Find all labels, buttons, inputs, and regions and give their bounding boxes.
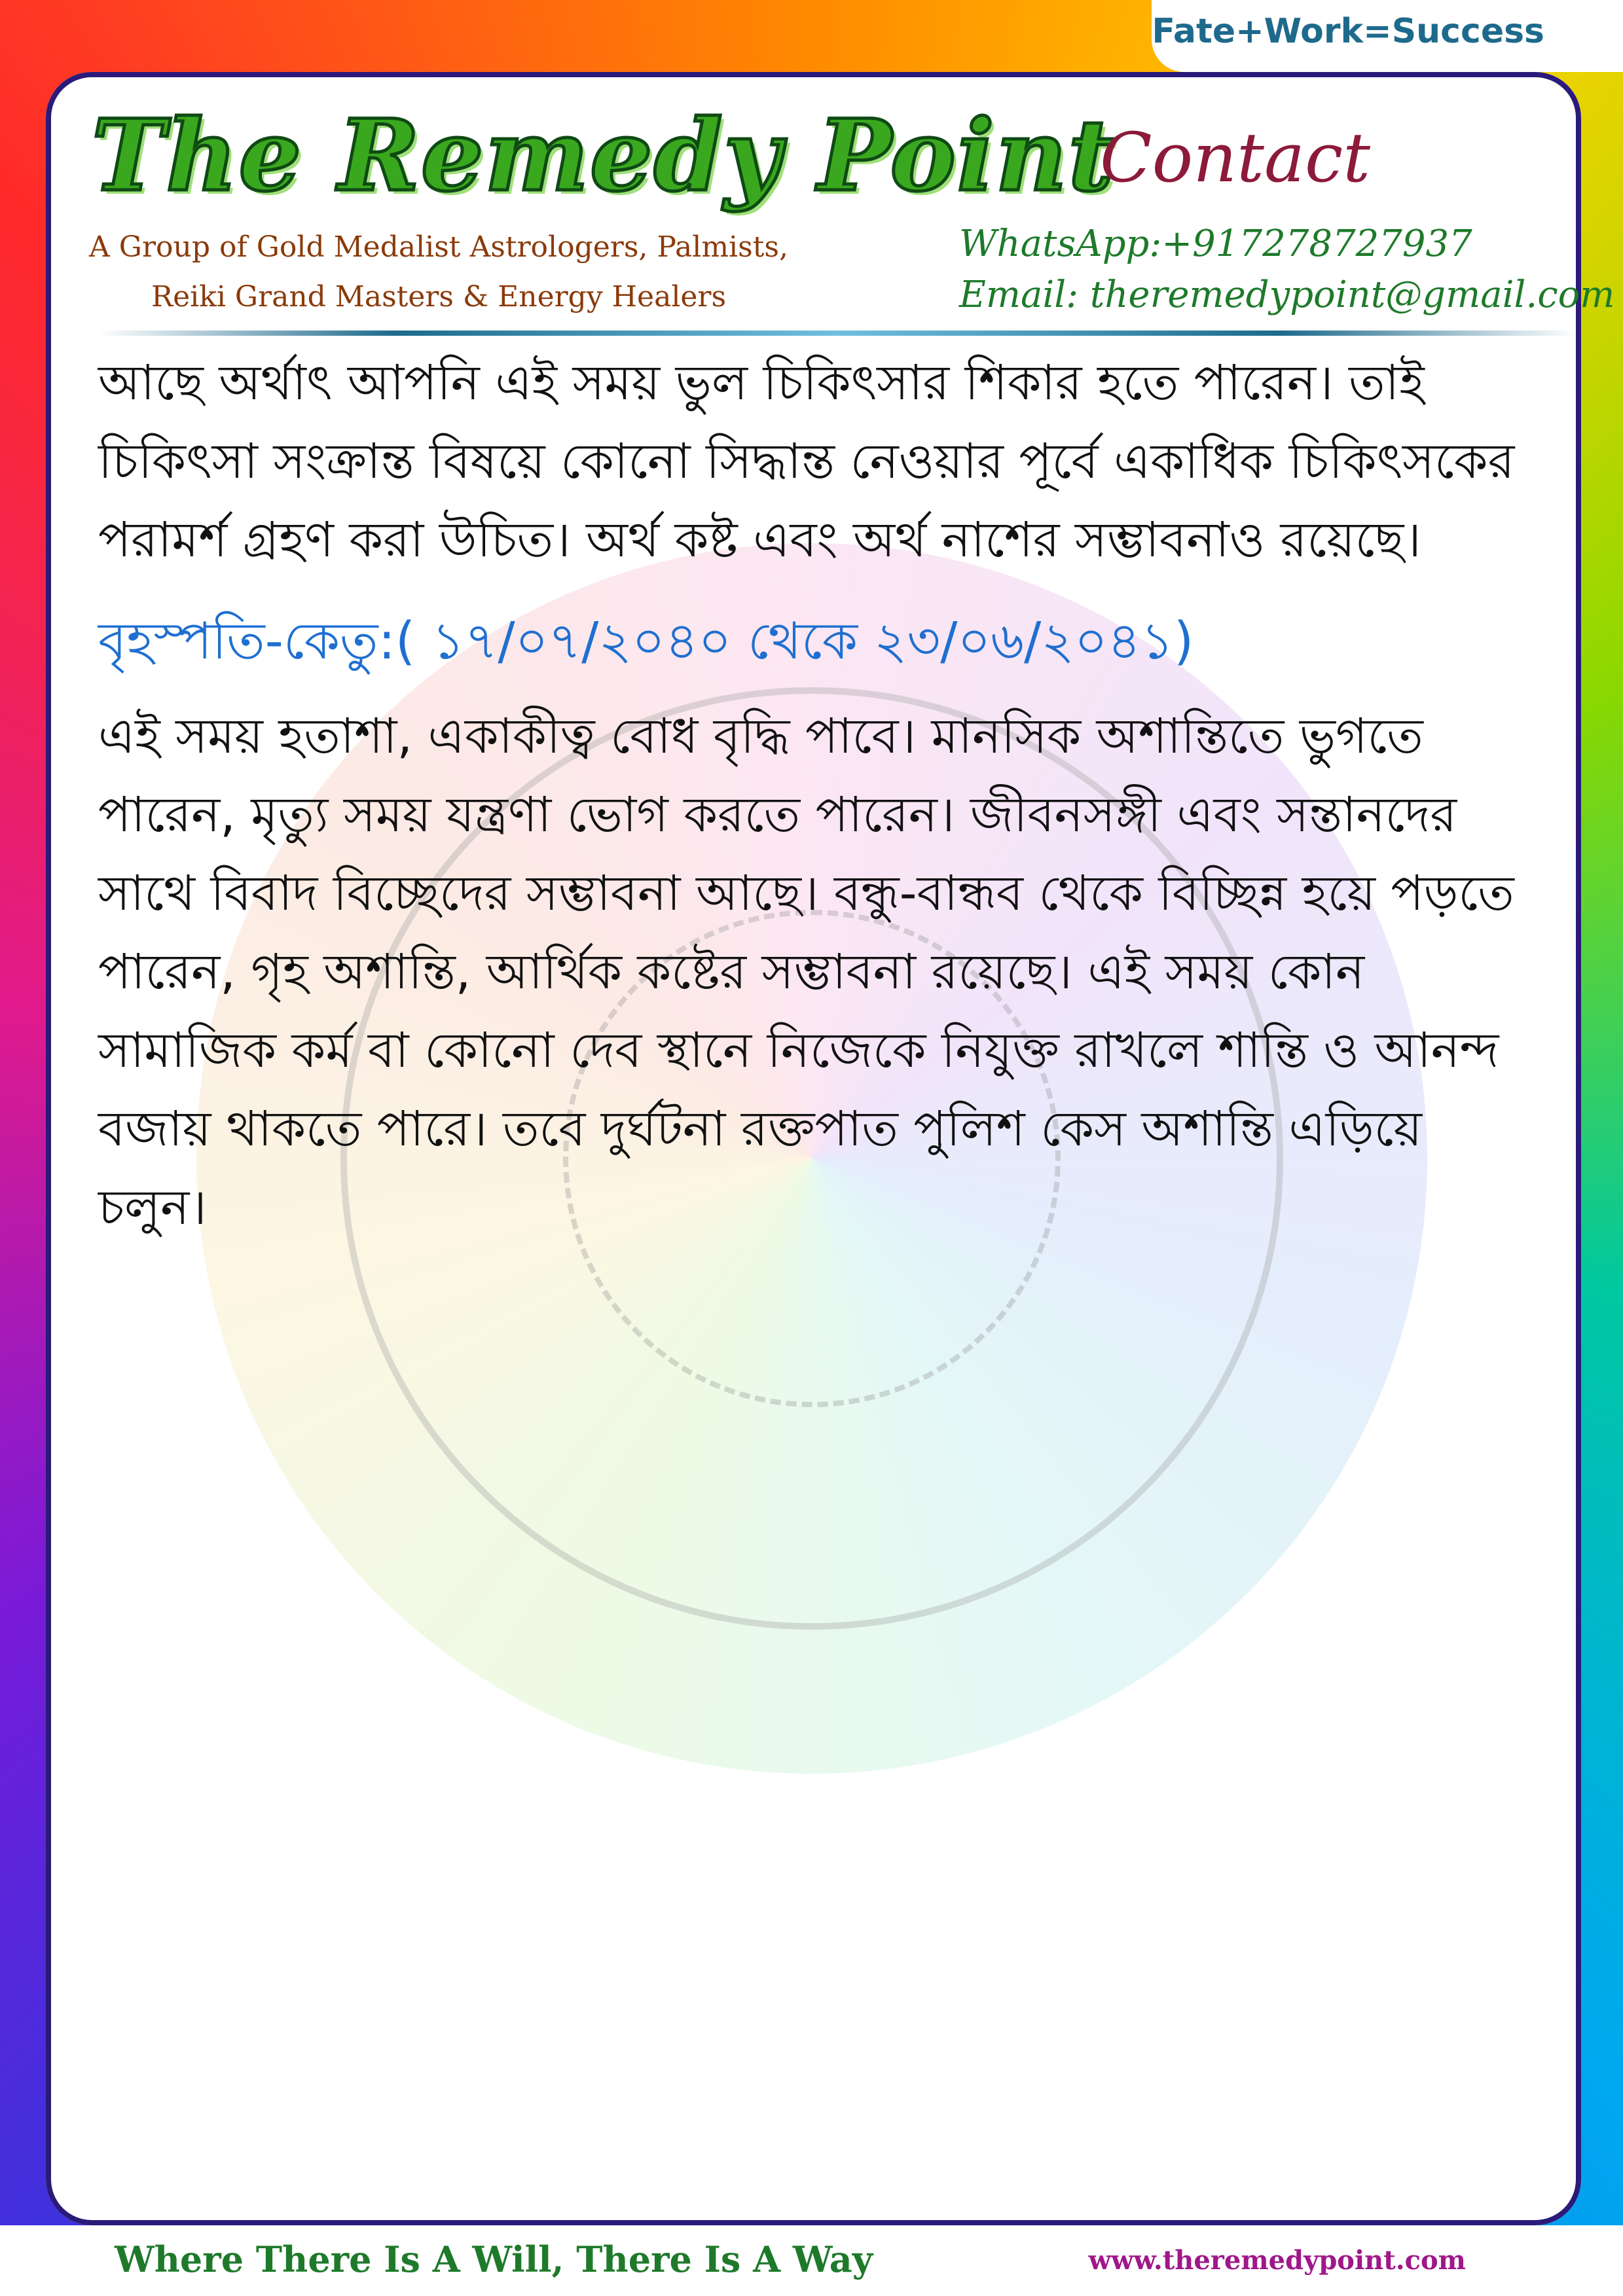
footer-motto: Where There Is A Will, There Is A Way [115,2238,873,2280]
email-contact: Email: theremedypoint@gmail.com [959,274,1615,316]
tagline-top: Fate+Work=Success [1152,12,1544,51]
brand-logo: The Remedy Point [92,98,1115,213]
page-content [98,344,1539,1247]
header-divider [98,331,1578,336]
section-heading: বৃহস্পতি-কেতু:( ১৭/০৭/২০৪০ থেকে ২৩/০৬/২০৪১) [98,612,1194,671]
footer-website: www.theremedypoint.com [1088,2245,1466,2276]
brand-subtitle-line-1: A Group of Gold Medalist Astrologers, Palmists, [89,230,788,264]
brand-subtitle [79,223,799,322]
paragraph-intro: আছে অর্থাৎ আপনি এই সময় ভুল চিকিৎসার শিকার হতে পারেন। তাই চিকিৎসা সংক্রান্ত বিষয়ে কোনো সিদ্ধান্ত নেওয়ার পূর্বে একাধিক চিকিৎসকের পরামর্শ গ্রহণ করা উচিত। অর্থ কষ্ট এবং অর্থ নাশের সম্ভাবনাও রয়েছে। [98,355,1515,568]
whatsapp-contact: WhatsApp:+917278727937 [959,223,1472,265]
paragraph-body: এই সময় হতাশা, একাকীত্ব বোধ বৃদ্ধি পাবে। মানসিক অশান্তিতে ভুগতে পারেন, মৃত্যু সময় যন্ত্রণা ভোগ করতে পারেন। জীবনসঙ্গী এবং সন্তানদের সাথে বিবাদ বিচ্ছেদের সম্ভাবনা আছে। বন্ধু-বান্ধব থেকে বিচ্ছিন্ন হয়ে পড়তে পারেন, গৃহ অশান্তি, আর্থিক কষ্টের সম্ভাবনা রয়েছে। এই সময় কোন সামাজিক কর্ম বা কোনো দেব স্থানে নিজেকে নিযুক্ত রাখলে শান্তি ও আনন্দ বজায় থাকতে পারে। তবে দুর্ঘটনা রক্তপাত পুলিশ কেস অশান্তি এড়িয়ে চলুন। [98,708,1514,1236]
contact-title: Contact [1100,118,1371,198]
brand-subtitle-line-2: Reiki Grand Masters & Energy Healers [151,280,727,314]
